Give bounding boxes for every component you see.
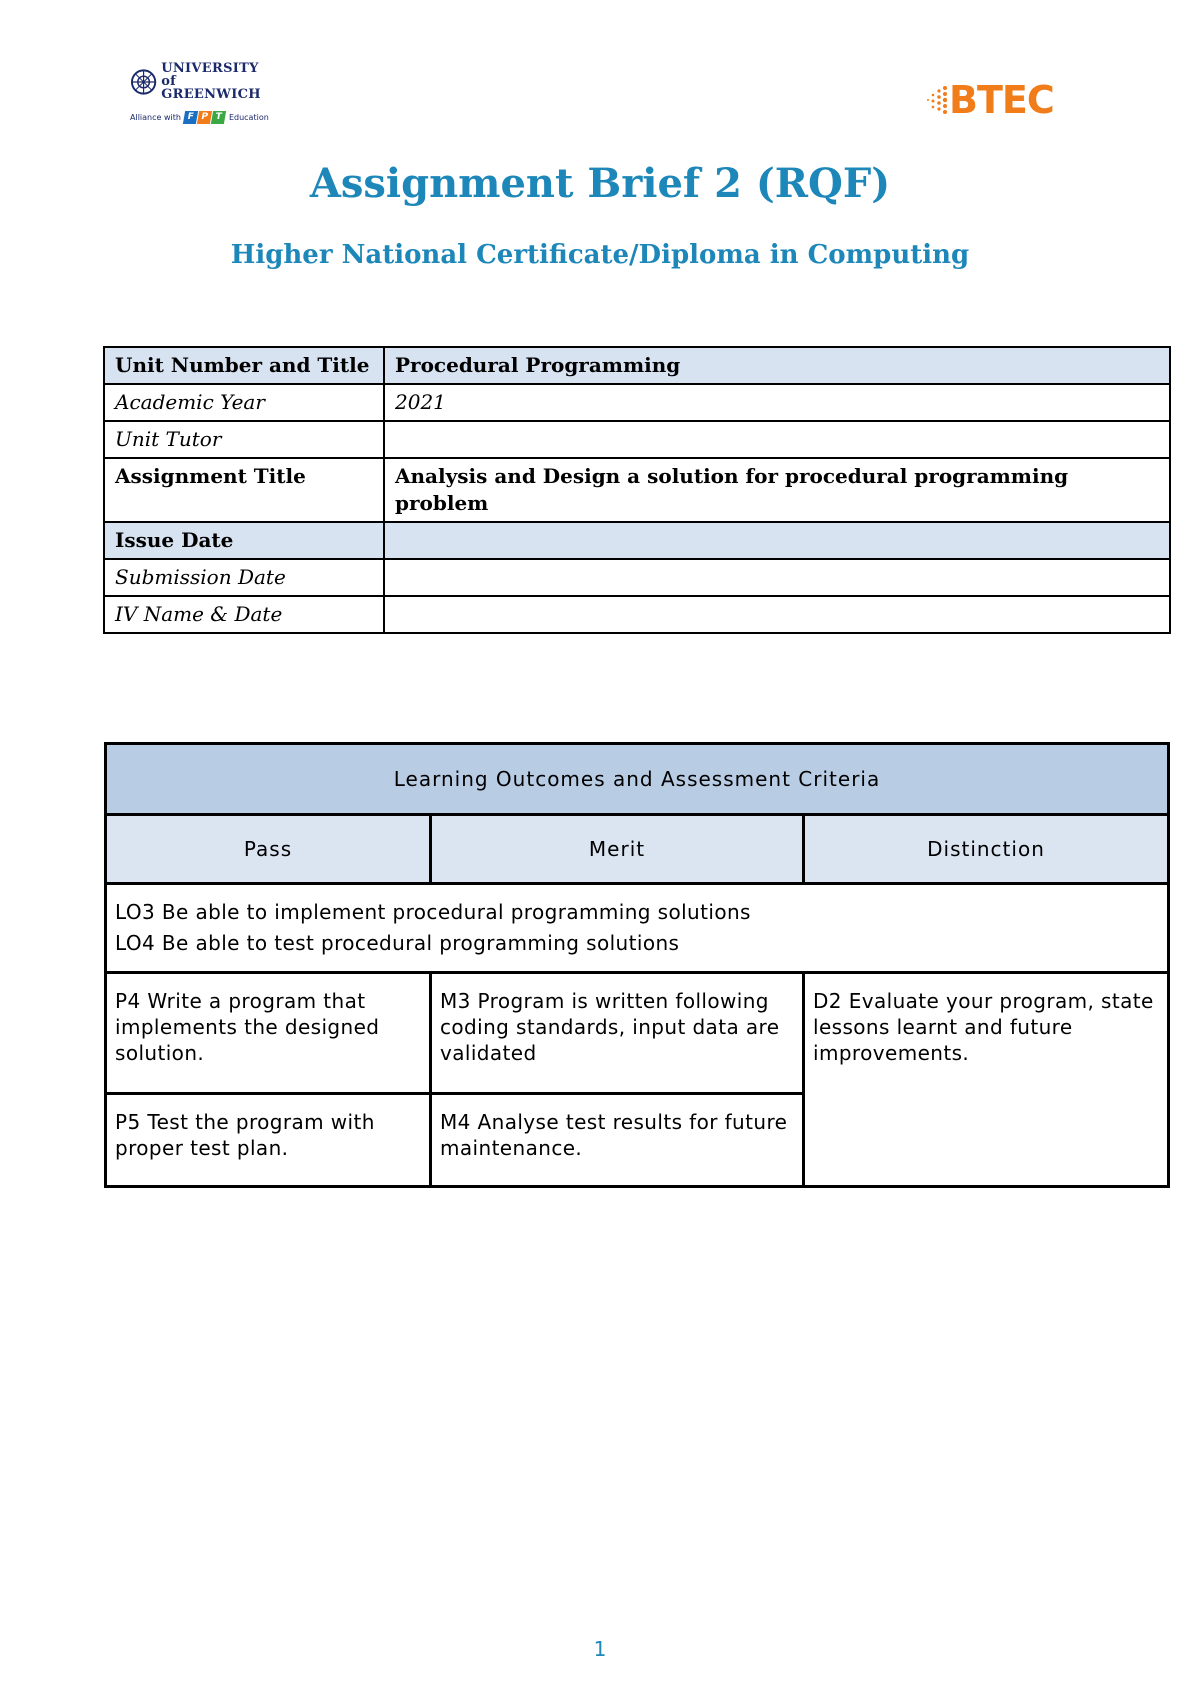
column-merit: Merit	[431, 815, 804, 884]
uog-logo-line1: UNIVERSITY of	[161, 61, 259, 89]
assignment-info-table	[103, 346, 1171, 634]
column-distinction: Distinction	[804, 815, 1169, 884]
criterion-text: Write a program that implements the designed solution.	[115, 989, 380, 1065]
criterion-d2	[804, 973, 1169, 1187]
criteria-heading: Learning Outcomes and Assessment Criteria	[106, 744, 1169, 815]
info-row-submission-date	[104, 559, 1170, 596]
criterion-text: Evaluate your program, state lessons learnt and future improvements.	[813, 989, 1154, 1065]
info-label: IV Name & Date	[104, 596, 384, 633]
page-number: 1	[593, 1637, 607, 1661]
btec-logo-text: BTEC	[949, 78, 1054, 122]
fpt-letter-t: T	[211, 111, 226, 124]
fpt-letter-p: P	[197, 111, 212, 124]
page-subtitle: Higher National Certificate/Diploma in Computing	[230, 240, 970, 270]
outcome-text: Be able to implement procedural programming solutions	[155, 900, 751, 924]
info-value	[384, 596, 1170, 633]
criterion-text: Test the program with proper test plan.	[115, 1110, 375, 1160]
info-label: Submission Date	[104, 559, 384, 596]
criterion-m3	[431, 973, 804, 1094]
uog-sub-pre: Alliance with	[130, 113, 181, 122]
btec-logo	[925, 78, 1055, 122]
outcome-lo4	[115, 928, 1159, 959]
info-label: Issue Date	[104, 522, 384, 559]
btec-dots-icon	[925, 82, 949, 118]
info-value	[384, 421, 1170, 458]
info-row-issue-date	[104, 522, 1170, 559]
info-value: Analysis and Design a solution for procedural programming problem	[384, 458, 1170, 522]
info-label: Unit Tutor	[104, 421, 384, 458]
criterion-text: Program is written following coding standards, input data are validated	[440, 989, 780, 1065]
criterion-code: M3	[440, 989, 471, 1013]
fpt-letter-f: F	[183, 111, 198, 124]
greenwich-crest-icon	[130, 68, 157, 96]
criterion-text: Analyse test results for future maintenance.	[440, 1110, 788, 1160]
info-value	[384, 522, 1170, 559]
criterion-m4	[431, 1094, 804, 1187]
info-label: Assignment Title	[104, 458, 384, 522]
criterion-code: P5	[115, 1110, 141, 1134]
info-label: Academic Year	[104, 384, 384, 421]
info-label: Unit Number and Title	[104, 347, 384, 384]
info-row-academic-year	[104, 384, 1170, 421]
criterion-code: D2	[813, 989, 842, 1013]
uog-sub-post: Education	[228, 113, 269, 122]
fpt-logo	[184, 111, 226, 124]
info-row-unit	[104, 347, 1170, 384]
info-row-assignment-title	[104, 458, 1170, 522]
learning-outcomes-cell	[106, 884, 1169, 973]
uog-logo-line2: GREENWICH	[161, 87, 261, 102]
column-pass: Pass	[106, 815, 431, 884]
criterion-p4	[106, 973, 431, 1094]
university-of-greenwich-logo	[130, 62, 275, 132]
info-row-iv-name-date	[104, 596, 1170, 633]
criterion-code: P4	[115, 989, 141, 1013]
info-row-unit-tutor	[104, 421, 1170, 458]
outcome-text: Be able to test procedural programming solutions	[155, 931, 680, 955]
criterion-code: M4	[440, 1110, 471, 1134]
outcome-code: LO4	[115, 931, 156, 955]
learning-outcomes-table	[104, 742, 1170, 1188]
info-value	[384, 559, 1170, 596]
outcome-code: LO3	[115, 900, 156, 924]
criterion-p5	[106, 1094, 431, 1187]
outcome-lo3	[115, 897, 1159, 928]
page-title: Assignment Brief 2 (RQF)	[309, 160, 891, 207]
info-value: 2021	[384, 384, 1170, 421]
info-value: Procedural Programming	[384, 347, 1170, 384]
